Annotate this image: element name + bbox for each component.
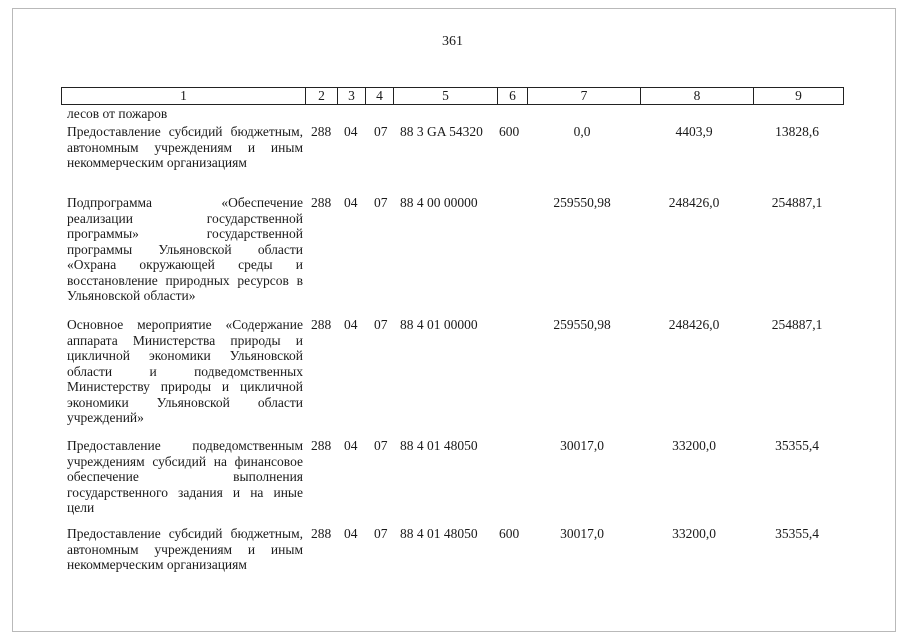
cell-subsection: 07: [374, 124, 388, 139]
cell-amount-col7: 0,0: [573, 124, 591, 139]
cell-ministry: 288: [311, 438, 332, 453]
cell-amount-col7: 259550,98: [553, 195, 611, 210]
row-description: Предоставление подведомственным учреждениям субсидий на финансовое обеспечение выполнения государственного задания и на иные цели: [67, 438, 303, 515]
cell-amount-col8: 4403,9: [675, 124, 713, 139]
row-description: Предоставление субсидий бюджетным, автономным учреждениям и иным некоммерческим организациям: [67, 124, 303, 170]
cell-amount-col9: 13828,6: [775, 124, 819, 139]
page-number: 361: [442, 34, 463, 49]
header-col-2: 2: [306, 88, 338, 104]
cell-section: 04: [344, 195, 358, 210]
header-col-5: 5: [394, 88, 498, 104]
cell-amount-col8: 33200,0: [672, 526, 716, 541]
cell-amount-col8: 248426,0: [668, 317, 720, 332]
cell-section: 04: [344, 317, 358, 332]
cell-amount-col7: 30017,0: [560, 438, 604, 453]
header-col-8: 8: [641, 88, 754, 104]
cell-target-article: 88 4 00 00000: [400, 195, 478, 210]
cell-section: 04: [344, 124, 358, 139]
cell-ministry: 288: [311, 124, 332, 139]
cell-target-article: 88 4 01 48050: [400, 526, 478, 541]
header-col-3: 3: [338, 88, 366, 104]
cell-target-article: 88 4 01 48050: [400, 438, 478, 453]
cell-ministry: 288: [311, 526, 332, 541]
cell-amount-col9: 254887,1: [771, 317, 823, 332]
row-description: Предоставление субсидий бюджетным, автономным учреждениям и иным некоммерческим организациям: [67, 526, 303, 572]
cell-amount-col8: 33200,0: [672, 438, 716, 453]
cell-amount-col9: 35355,4: [775, 526, 819, 541]
header-col-6: 6: [498, 88, 528, 104]
cell-amount-col9: 254887,1: [771, 195, 823, 210]
cell-target-article: 88 4 01 00000: [400, 317, 478, 332]
continuation-text: лесов от пожаров: [67, 106, 168, 121]
cell-subsection: 07: [374, 317, 388, 332]
cell-amount-col8: 248426,0: [668, 195, 720, 210]
table-header: [61, 87, 844, 105]
cell-section: 04: [344, 438, 358, 453]
cell-subsection: 07: [374, 438, 388, 453]
row-description: Основное мероприятие «Содержание аппарата Министерства природы и цикличной экономики Ульяновской области и подведомственных Министерству природы и цикличной экономики Ульяновской области учреждений»: [67, 317, 303, 425]
cell-amount-col9: 35355,4: [775, 438, 819, 453]
cell-expense-type: 600: [499, 124, 520, 139]
cell-section: 04: [344, 526, 358, 541]
header-col-9: 9: [795, 88, 802, 103]
cell-amount-col7: 259550,98: [553, 317, 611, 332]
header-col-1: 1: [62, 88, 306, 104]
header-col-4: 4: [366, 88, 394, 104]
cell-subsection: 07: [374, 195, 388, 210]
cell-ministry: 288: [311, 317, 332, 332]
cell-expense-type: 600: [499, 526, 520, 541]
cell-target-article: 88 3 GA 54320: [400, 124, 483, 139]
row-description: Подпрограмма «Обеспечение реализации государственной программы» государственной программы Ульяновской области «Охрана окружающей среды и восстановление природных ресурсов в Ульяновской области»: [67, 195, 303, 303]
header-col-7: 7: [528, 88, 641, 104]
cell-ministry: 288: [311, 195, 332, 210]
cell-amount-col7: 30017,0: [560, 526, 604, 541]
cell-subsection: 07: [374, 526, 388, 541]
